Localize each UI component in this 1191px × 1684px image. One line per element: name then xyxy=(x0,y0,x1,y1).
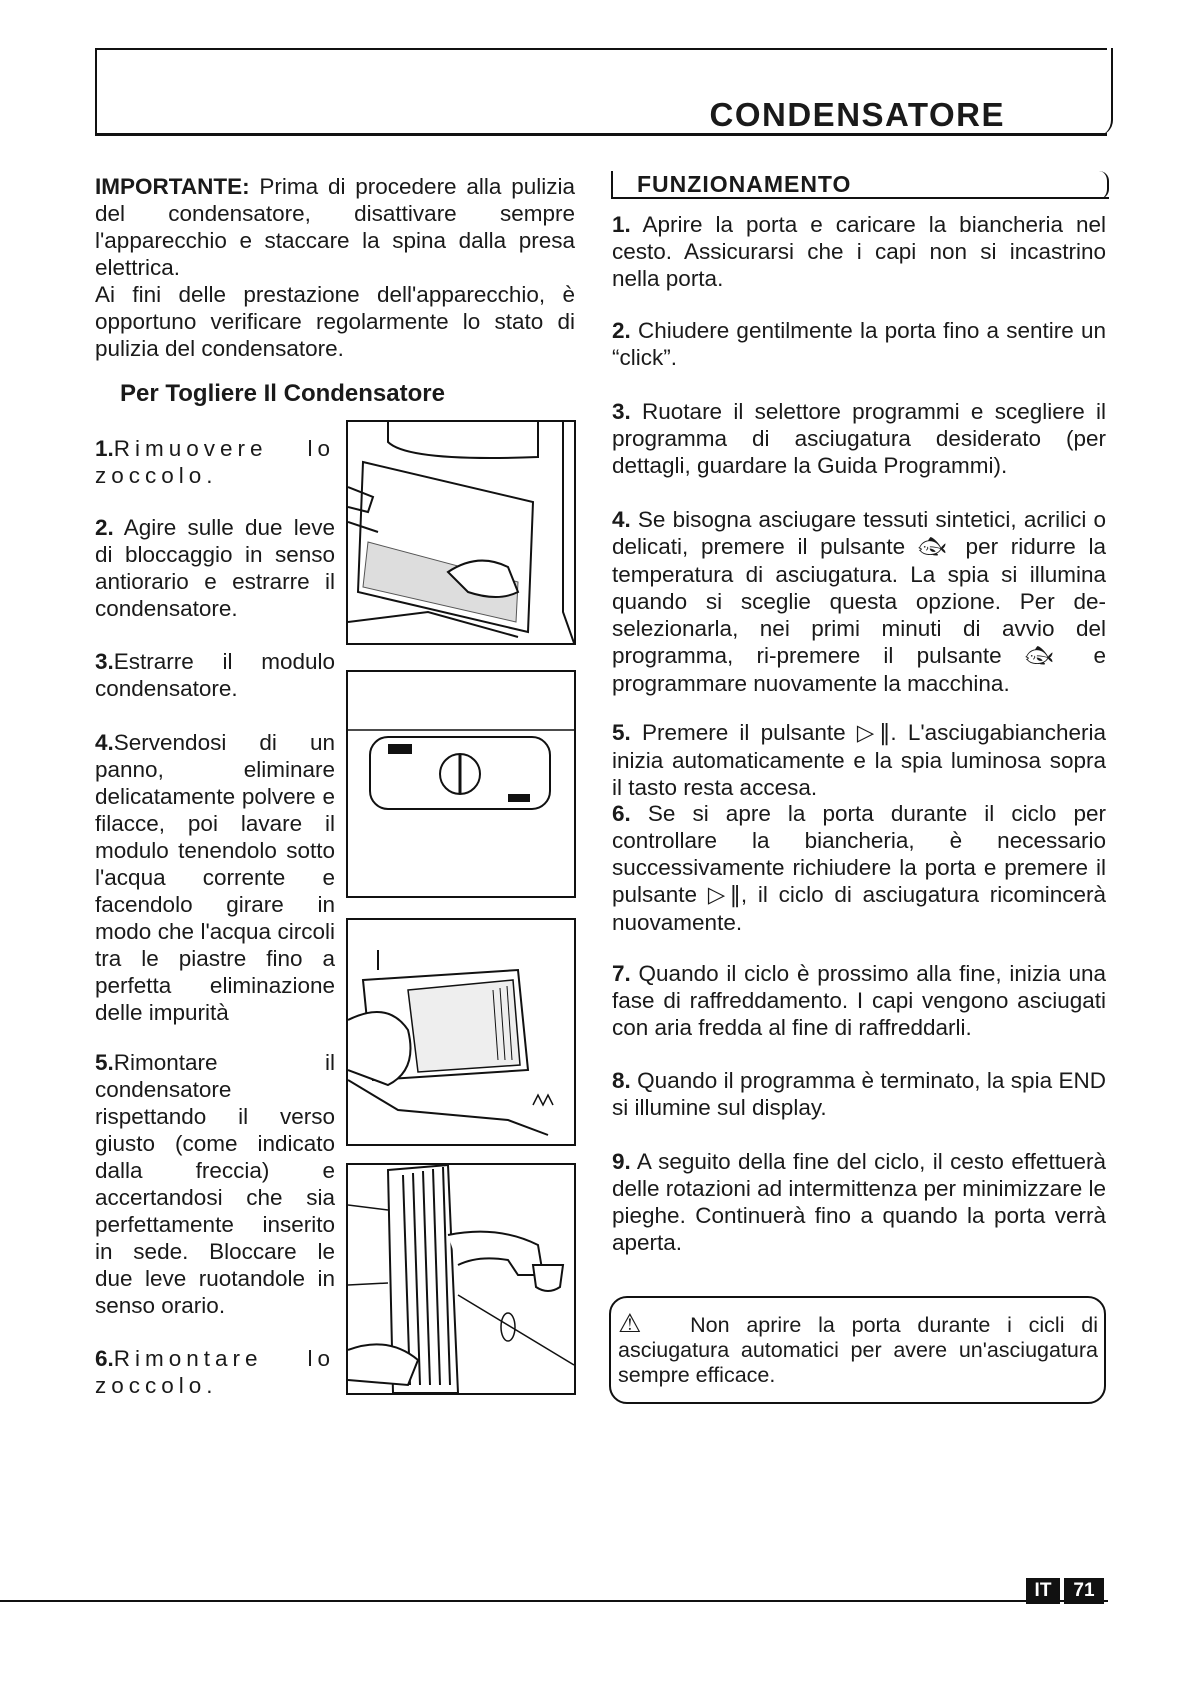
header-frame-corner xyxy=(1097,48,1113,136)
warning-note xyxy=(618,1309,1098,1388)
section-title-funzionamento: FUNZIONAMENTO xyxy=(637,171,852,197)
important-text: Prima di procedere alla pulizia del condensatore, disattivare sempre l'apparecchio e staccare la spina dalla presa elettrica. xyxy=(95,174,575,280)
important-paragraph xyxy=(95,173,575,281)
right-step-3: 3. Ruotare il selettore programmi e scegliere il programma di asciugatura desiderato (per dettagli, guardare la Guida Programmi). xyxy=(612,399,1106,478)
start-pause-icon: ▷‖ xyxy=(707,882,741,908)
left-step-3: 3.Estrarre il modulo condensatore. xyxy=(95,649,335,701)
right-step-9: 9. A seguito della fine del ciclo, il cesto effettuerà delle rotazioni ad intermittenza per minimizzare le pieghe. Continuerà fino a quando la porta verrà aperta. xyxy=(612,1149,1106,1255)
warning-icon: ⚠︎ xyxy=(618,1309,653,1339)
funzionamento-frame-left xyxy=(611,171,613,199)
page-number: 71 xyxy=(1064,1578,1104,1604)
right-step-1: 1. Aprire la porta e caricare la biancheria nel cesto. Assicurarsi che i capi non si incastrino nella porta. xyxy=(612,212,1106,291)
left-step-6: 6.Rimontare lo zoccolo. xyxy=(95,1346,335,1398)
right-step-4: 4. Se bisogna asciugare tessuti sintetici, acrilici o delicati, premere il pulsante 🐟︎ per ridurre la temperatura di asciugatura. La spia si illumina quando si sceglie questa opzione. Per de-selezionarla, nei primi minuti di avvio del programma, ri-premere il pulsante 🐟︎ e programmare nuovamente la macchina. xyxy=(612,507,1106,696)
delicate-icon: 🐟︎ xyxy=(917,534,953,560)
right-step-2: 2. Chiudere gentilmente la porta fino a sentire un “click”. xyxy=(612,318,1106,370)
funzionamento-frame-corner xyxy=(1093,171,1109,199)
important-label: IMPORTANTE: xyxy=(95,174,250,199)
left-step-5: 5.Rimontare il condensatore rispettando il verso giusto (come indicato dalla freccia) e accertandosi che sia perfettamente inserito in sede. Bloccare le due leve ruotandole in senso orario. xyxy=(95,1050,335,1318)
refit-illustration xyxy=(348,1165,574,1393)
figure-remove-plinth xyxy=(346,420,576,645)
left-step-1: 1.Rimuovere lo zoccolo. xyxy=(95,436,335,488)
section-title-remove-condenser: Per Togliere Il Condensatore xyxy=(120,380,445,407)
right-step-8: 8. Quando il programma è terminato, la spia END si illumine sul display. xyxy=(612,1068,1106,1120)
wash-illustration xyxy=(348,920,574,1144)
footer-rule xyxy=(0,1600,1108,1602)
start-pause-icon: ▷‖ xyxy=(856,720,891,746)
language-badge: IT xyxy=(1026,1578,1060,1604)
plinth-illustration xyxy=(348,422,574,643)
figure-wash-module xyxy=(346,918,576,1146)
right-step-5: 5. Premere il pulsante ▷‖. L'asciugabiancheria inizia automaticamente e la spia luminosa sopra il tasto resta accesa. xyxy=(612,720,1106,800)
left-step-2: 2. Agire sulle due leve di bloccaggio in senso antiorario e estrarre il condensatore. xyxy=(95,515,335,621)
figure-extract-module xyxy=(346,670,576,898)
right-step-7: 7. Quando il ciclo è prossimo alla fine, inizia una fase di raffreddamento. I capi vengono asciugati con aria fredda al fine di raffreddarli. xyxy=(612,961,1106,1040)
performance-paragraph: Ai fini delle prestazione dell'apparecchio, è opportuno verificare regolarmente lo stato di pulizia del condensatore. xyxy=(95,282,575,361)
figure-refit-condenser xyxy=(346,1163,576,1395)
page-title: CONDENSATORE xyxy=(709,96,1005,133)
module-illustration xyxy=(348,672,574,896)
right-step-6: 6. Se si apre la porta durante il ciclo per controllare la biancheria, è necessario successivamente richiudere la porta e premere il pulsante ▷‖, il ciclo di asciugatura ricomincerà nuovamente. xyxy=(612,801,1106,935)
warning-note-text: Non aprire la porta durante i cicli di asciugatura automatici per avere un'asciugatura sempre efficace. xyxy=(618,1313,1098,1387)
left-step-4: 4.Servendosi di un panno, eliminare delicatamente polvere e filacce, poi lavare il modulo tenendolo sotto l'acqua corrente e facendolo girare in modo che l'acqua circoli tra le piastre fino a perfetta eliminazione delle impurità xyxy=(95,730,335,1025)
delicate-icon: 🐟︎ xyxy=(1024,643,1071,669)
